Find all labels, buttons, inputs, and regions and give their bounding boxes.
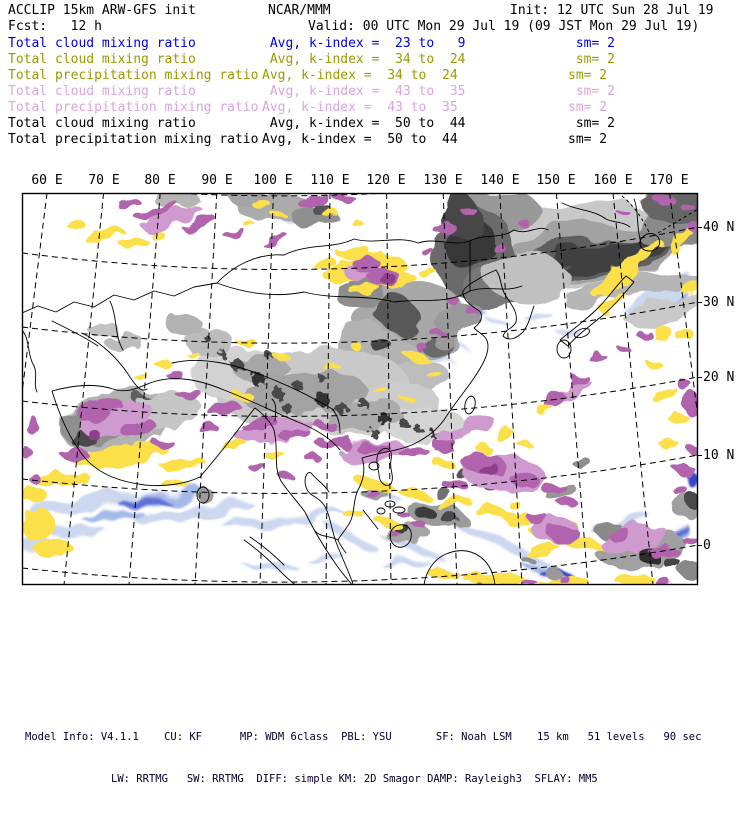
legend-row-kindex: Avg, k-index = 43 to 35	[262, 100, 458, 115]
legend-row-sm: sm= 2	[568, 132, 608, 147]
legend-row-kindex: Avg, k-index = 50 to 44	[262, 132, 458, 147]
legend-row-label: Total precipitation mixing ratio	[8, 68, 259, 83]
model-info-line2: LW: RRTMG SW: RRTMG DIFF: simple KM: 2D Smagor DAMP: Rayleigh3 SFLAY: MM5	[111, 773, 598, 785]
lon-tick-label: 150 E	[536, 173, 576, 188]
legend-row-sm: sm= 2	[568, 84, 615, 99]
lat-tick-label: 30 N	[703, 295, 735, 310]
legend-row-label: Total precipitation mixing ratio	[8, 100, 259, 115]
lon-tick-label: 110 E	[310, 173, 350, 188]
legend-row-sm: sm= 2	[568, 68, 608, 83]
legend-row-kindex: Avg, k-index = 43 to 35	[262, 84, 466, 99]
legend-row-kindex: Avg, k-index = 23 to 9	[262, 36, 466, 51]
legend-row-sm: sm= 2	[568, 36, 615, 51]
lon-tick-label: 70 E	[88, 173, 120, 188]
lon-tick-label: 170 E	[649, 173, 689, 188]
center-title: NCAR/MMM	[268, 3, 331, 18]
legend-row-label: Total cloud mixing ratio	[8, 52, 196, 67]
lon-tick-label: 60 E	[31, 173, 63, 188]
lat-tick-label: 0	[703, 538, 711, 553]
lat-tick-label: 10 N	[703, 448, 735, 463]
legend-row-kindex: Avg, k-index = 34 to 24	[262, 52, 466, 67]
model-info-line1: Model Info: V4.1.1 CU: KF MP: WDM 6class PBL: YSU SF: Noah LSM 15 km 51 levels 90 sec	[25, 731, 702, 743]
legend-row-label: Total cloud mixing ratio	[8, 84, 196, 99]
legend-row-label: Total precipitation mixing ratio	[8, 132, 259, 147]
model-title: ACCLIP 15km ARW-GFS init	[8, 3, 196, 18]
lon-tick-label: 90 E	[201, 173, 233, 188]
legend-row-label: Total cloud mixing ratio	[8, 116, 196, 131]
model-info	[25, 702, 701, 814]
legend-row-kindex: Avg, k-index = 50 to 44	[262, 116, 466, 131]
lat-tick-label: 20 N	[703, 370, 735, 385]
forecast-map	[22, 193, 698, 585]
lon-tick-label: 80 E	[144, 173, 176, 188]
legend-row-sm: sm= 2	[568, 52, 615, 67]
legend-row-sm: sm= 2	[568, 116, 615, 131]
lon-tick-label: 140 E	[480, 173, 520, 188]
forecast-hour: Fcst: 12 h	[8, 19, 102, 34]
legend-row-label: Total cloud mixing ratio	[8, 36, 196, 51]
lon-tick-label: 100 E	[253, 173, 293, 188]
lon-tick-label: 120 E	[366, 173, 406, 188]
init-time: Init: 12 UTC Sun 28 Jul 19	[510, 3, 714, 18]
lat-tick-label: 40 N	[703, 220, 735, 235]
legend-row-kindex: Avg, k-index = 34 to 24	[262, 68, 458, 83]
legend-row-sm: sm= 2	[568, 100, 608, 115]
lon-tick-label: 130 E	[423, 173, 463, 188]
valid-time: Valid: 00 UTC Mon 29 Jul 19 (09 JST Mon 29 Jul 19)	[308, 19, 700, 34]
lon-tick-label: 160 E	[593, 173, 633, 188]
